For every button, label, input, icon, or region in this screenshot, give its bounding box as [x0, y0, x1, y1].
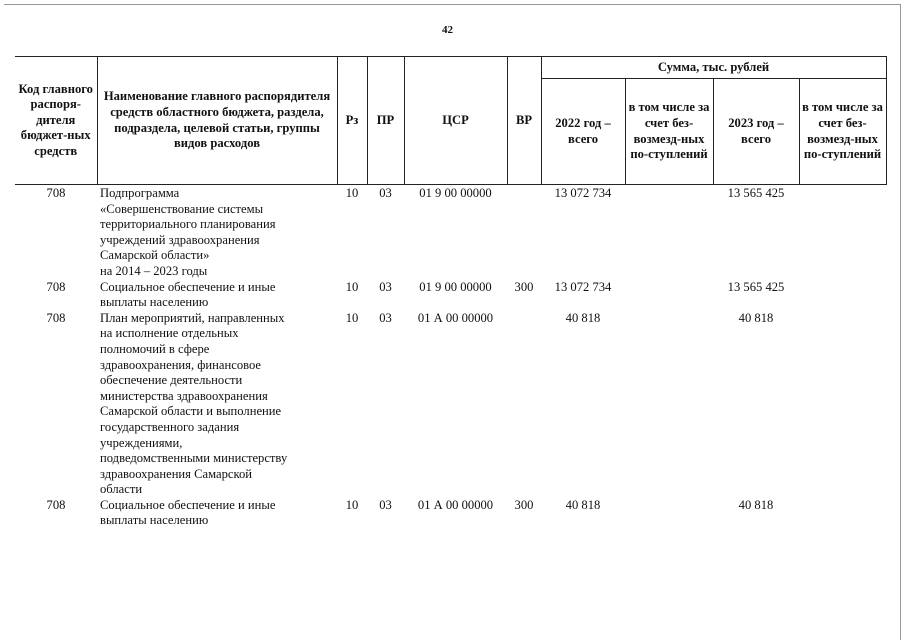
- row-code: 708: [46, 497, 66, 512]
- row-2023-gratuitous: [799, 280, 886, 311]
- row-2023-total: 40 818: [738, 497, 774, 512]
- row-name: [97, 311, 337, 498]
- header-2023-gratuitous: в том числе за счет без-возмезд-ных по-ступлений: [799, 79, 886, 185]
- row-csr: 01 А 00 00000: [417, 497, 494, 512]
- page-number: 42: [442, 24, 453, 36]
- table-row: [15, 185, 886, 280]
- row-rz: 10: [345, 186, 359, 200]
- row-name-line: План мероприятий, направленных: [100, 310, 285, 325]
- row-rz: 10: [345, 497, 359, 512]
- row-2022-total: 40 818: [565, 310, 601, 325]
- row-2023-gratuitous: [799, 498, 886, 529]
- row-name-line: Самарской области»: [100, 248, 210, 263]
- row-name: [97, 185, 337, 280]
- row-name-line: «Совершенствование системы: [100, 201, 264, 216]
- row-vr: [507, 311, 541, 498]
- row-2022-gratuitous: [625, 311, 713, 498]
- table-row: [15, 280, 886, 311]
- row-csr: 01 9 00 00000: [419, 186, 492, 200]
- header-vr: ВР: [507, 57, 541, 185]
- row-pr: 03: [379, 310, 392, 325]
- row-vr: 300: [514, 497, 534, 512]
- page-frame-right: [900, 4, 901, 640]
- row-csr: 01 9 00 00000: [419, 279, 492, 294]
- row-2022-total: 13 072 734: [554, 279, 612, 294]
- row-rz: 10: [345, 310, 359, 325]
- row-name-line: здравоохранения Самарской: [100, 466, 252, 481]
- row-2022-gratuitous: [625, 185, 713, 280]
- row-name-line: подведомственными министерству: [100, 451, 288, 466]
- row-2022-total: 13 072 734: [554, 186, 612, 200]
- row-pr: 03: [379, 186, 392, 200]
- row-rz: 10: [345, 279, 359, 294]
- header-sum-group: Сумма, тыс. рублей: [541, 57, 886, 79]
- row-vr: 300: [514, 279, 534, 294]
- header-csr: ЦСР: [404, 57, 507, 185]
- header-2022-gratuitous: в том числе за счет без-возмезд-ных по-ступлений: [625, 79, 713, 185]
- row-name-line: территориального планирования: [100, 217, 276, 232]
- header-2023-total: 2023 год – всего: [713, 79, 799, 185]
- row-name-line: на исполнение отдельных: [100, 326, 239, 341]
- row-2023-total: 40 818: [738, 310, 774, 325]
- row-name-line: на 2014 – 2023 годы: [100, 263, 208, 278]
- table-row: [15, 311, 886, 498]
- header-pr: ПР: [367, 57, 404, 185]
- row-name-line: учреждениями,: [100, 435, 183, 450]
- row-name-line: министерства здравоохранения: [100, 388, 268, 403]
- row-name-line: Социальное обеспечение и иные: [100, 279, 276, 294]
- row-name-line: выплаты населению: [100, 295, 209, 310]
- row-code: 708: [46, 310, 66, 325]
- row-pr: 03: [379, 497, 392, 512]
- row-name-line: Самарской области и выполнение: [100, 404, 282, 419]
- header-name: Наименование главного распорядителя средств областного бюджета, раздела, подраздела, целевой статьи, группы видов расходов: [97, 57, 337, 185]
- row-name-line: государственного задания: [100, 419, 240, 434]
- row-2022-gratuitous: [625, 280, 713, 311]
- budget-table: [15, 56, 887, 529]
- table-row: [15, 498, 886, 529]
- row-2022-total: 40 818: [565, 497, 601, 512]
- row-name-line: Социальное обеспечение и иные: [100, 497, 276, 512]
- header-code: Код главного распоря-дителя бюджет-ных средств: [15, 57, 97, 185]
- page-frame-top: [4, 4, 901, 5]
- row-name-line: здравоохранения, финансовое: [100, 357, 262, 372]
- row-csr: 01 А 00 00000: [417, 310, 494, 325]
- row-code: 708: [46, 186, 66, 200]
- row-name-line: области: [100, 482, 143, 497]
- row-pr: 03: [379, 279, 392, 294]
- row-code: 708: [46, 279, 66, 294]
- header-2022-total: 2022 год – всего: [541, 79, 625, 185]
- row-name: [97, 498, 337, 529]
- row-name-line: учреждений здравоохранения: [100, 232, 260, 247]
- row-name: [97, 280, 337, 311]
- row-name-line: полномочий в сфере: [100, 341, 210, 356]
- row-2023-total: 13 565 425: [727, 279, 785, 294]
- row-2023-total: 13 565 425: [727, 186, 785, 200]
- row-2022-gratuitous: [625, 498, 713, 529]
- row-2023-gratuitous: [799, 185, 886, 280]
- row-name-line: Подпрограмма: [100, 186, 180, 200]
- row-name-line: обеспечение деятельности: [100, 373, 243, 388]
- header-rz: Рз: [337, 57, 367, 185]
- row-vr: [507, 185, 541, 280]
- row-name-line: выплаты населению: [100, 513, 209, 528]
- row-2023-gratuitous: [799, 311, 886, 498]
